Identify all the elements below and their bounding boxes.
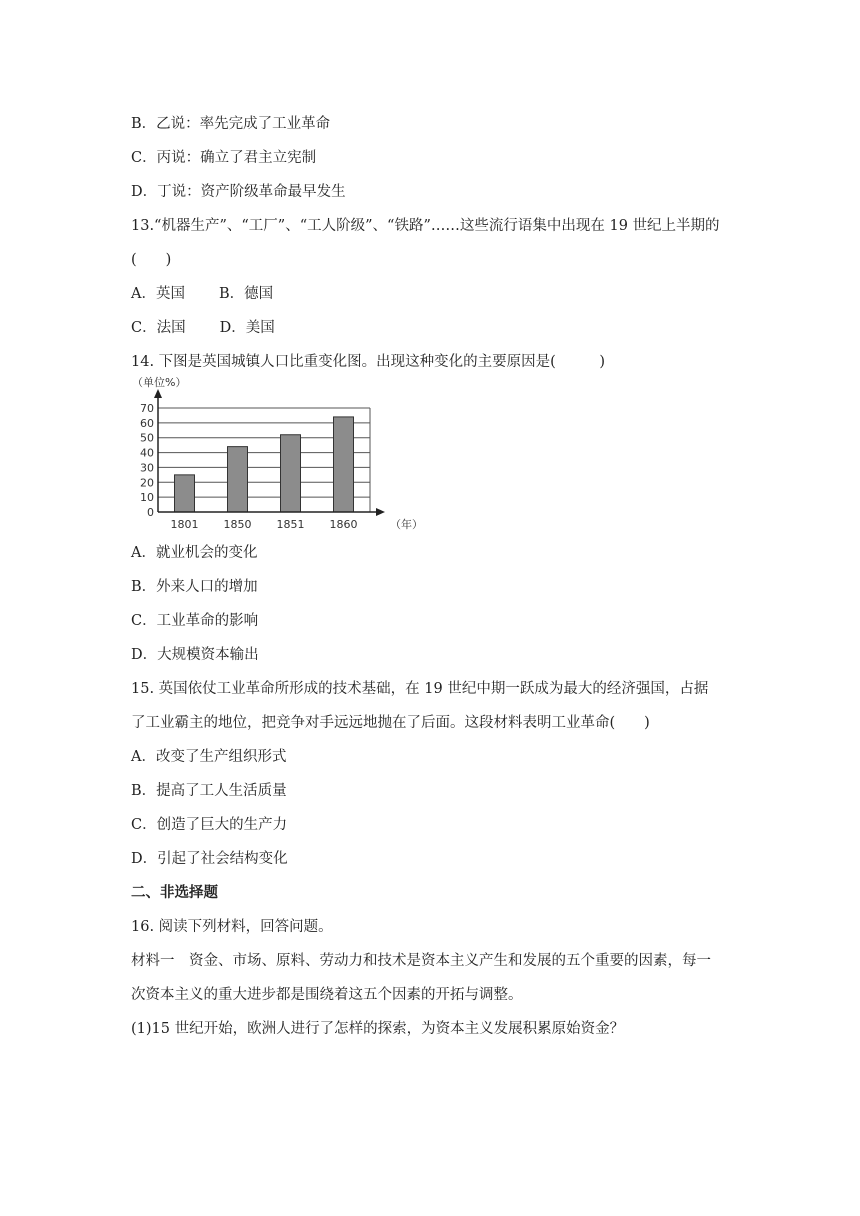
q13-option-d: D．美国 <box>219 320 275 336</box>
q14-option-b: B．外来人口的增加 <box>131 579 258 595</box>
y-tick-label: 50 <box>140 431 154 445</box>
q12-option-b: B．乙说：率先完成了工业革命 <box>131 116 331 132</box>
q16-stem: 16. 阅读下列材料，回答问题。 <box>131 919 333 935</box>
q15-option-a: A．改变了生产组织形式 <box>131 749 287 765</box>
q13-options-row-2 <box>131 316 275 337</box>
q15-stem-line-1: 15. 英国依仗工业革命所形成的技术基础，在 19 世纪中期一跃成为最大的经济强国，占据 <box>131 681 709 697</box>
bar-1801 <box>175 475 195 512</box>
q12-option-c: C．丙说：确立了君主立宪制 <box>131 150 317 166</box>
x-axis-label: （年） <box>390 518 423 531</box>
q13-option-b: B．德国 <box>218 286 274 302</box>
q13-option-a: A．英国 <box>131 286 185 302</box>
y-axis-label: （单位%） <box>132 376 187 389</box>
q14-stem: 14. 下图是英国城镇人口比重变化图。出现这种变化的主要原因是( ) <box>131 354 605 370</box>
q13-options-row-1 <box>131 282 273 303</box>
q14-option-d: D．大规模资本输出 <box>131 647 259 663</box>
q13-answer-blank: ( ) <box>131 252 172 268</box>
bar-1851 <box>281 435 301 512</box>
y-tick-label: 20 <box>140 476 154 490</box>
y-tick-label: 70 <box>140 402 154 415</box>
q16-material-1-line-2: 次资本主义的重大进步都是围绕着这五个因素的开拓与调整。 <box>131 987 523 1003</box>
x-axis-arrow <box>376 508 385 516</box>
q15-option-c: C．创造了巨大的生产力 <box>131 817 288 833</box>
bar-1850 <box>228 447 248 512</box>
q15-option-b: B．提高了工人生活质量 <box>131 783 287 799</box>
q13-stem: 13.“机器生产”、“工厂”、“工人阶级”、“铁路”……这些流行语集中出现在 19 世纪上半期的 <box>131 218 720 234</box>
y-axis-arrow <box>154 389 162 398</box>
q14-option-a: A．就业机会的变化 <box>131 545 258 561</box>
q12-option-d: D．丁说：资产阶级革命最早发生 <box>131 184 346 200</box>
y-tick-label: 60 <box>140 416 154 430</box>
urban-population-chart <box>126 374 423 534</box>
x-tick-label: 1860 <box>329 518 358 531</box>
q15-stem-line-2: 了工业霸主的地位，把竞争对手远远地抛在了后面。这段材料表明工业革命( ) <box>131 715 650 731</box>
y-tick-label: 40 <box>140 446 154 460</box>
bar-1860 <box>334 417 354 512</box>
q16-material-1-line-1: 材料一 资金、市场、原料、劳动力和技术是资本主义产生和发展的五个重要的因素，每一 <box>131 953 711 969</box>
y-tick-label: 30 <box>140 461 154 475</box>
x-tick-label: 1851 <box>276 518 305 531</box>
q13-option-c: C．法国 <box>131 320 186 336</box>
y-tick-label: 0 <box>147 506 154 519</box>
section-heading: 二、非选择题 <box>131 885 218 901</box>
y-tick-label: 10 <box>140 491 154 505</box>
x-tick-label: 1850 <box>223 518 252 531</box>
x-tick-label: 1801 <box>170 518 199 531</box>
q15-option-d: D．引起了社会结构变化 <box>131 851 288 867</box>
q16-question-1: (1)15 世纪开始，欧洲人进行了怎样的探索，为资本主义发展积累原始资金？ <box>131 1021 625 1037</box>
q14-option-c: C．工业革命的影响 <box>131 613 259 629</box>
